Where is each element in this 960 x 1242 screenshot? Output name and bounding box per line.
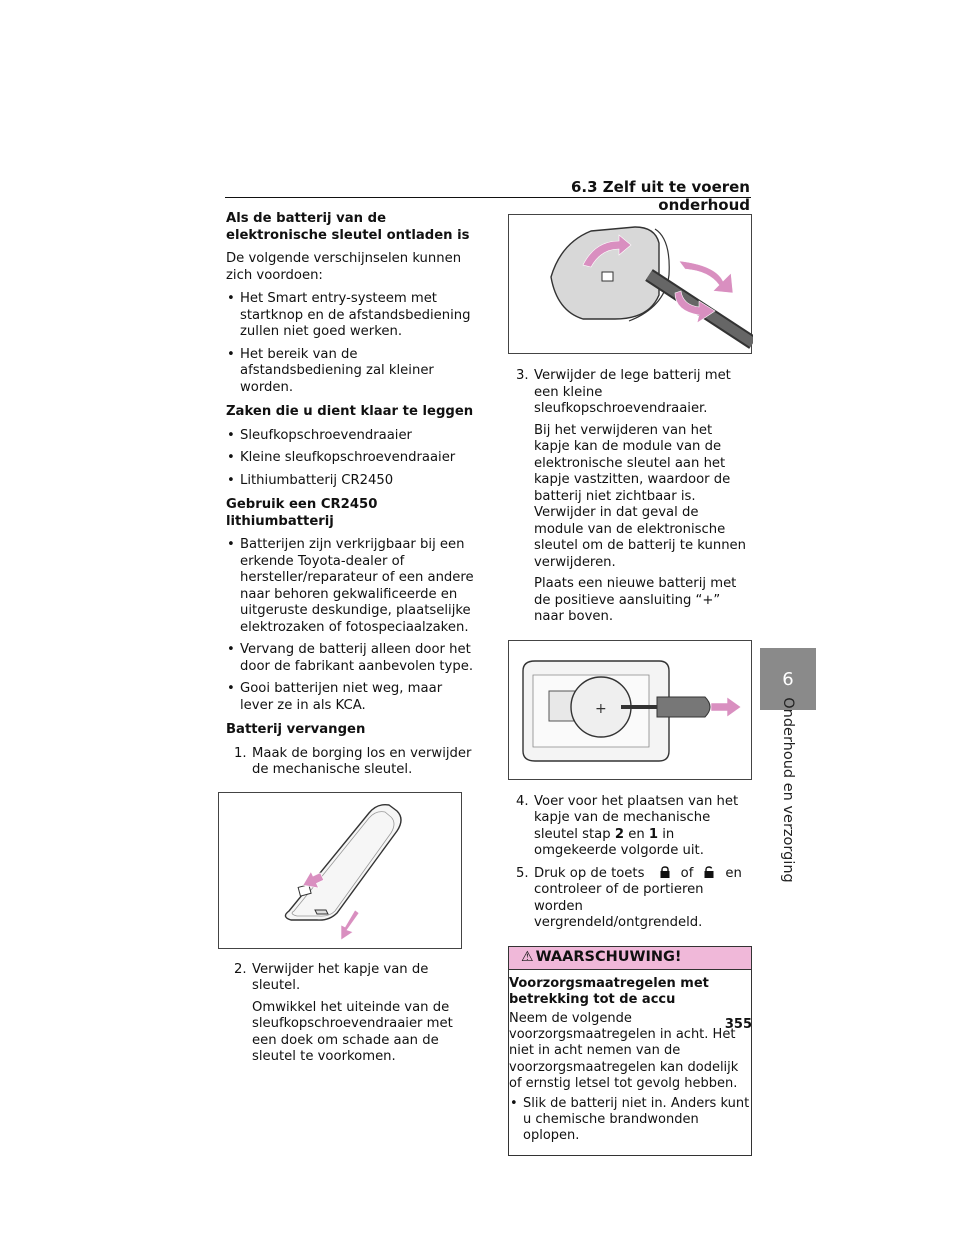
- step-text: Druk op de toets: [534, 865, 645, 881]
- step-ref: 2: [614, 826, 625, 842]
- svg-text:+: +: [595, 700, 607, 717]
- heading-battery-empty: Als de batterij van de elektronische sleutel ontladen is: [226, 211, 470, 243]
- warning-text: Neem de volgende voorzorgsmaatregelen in acht. Het niet in acht nemen van de voorzorgsmaatregelen kan dodelijk of ernstig letsel tot gevolg hebben.: [509, 1010, 739, 1091]
- step-text: Verwijder het kapje van de sleutel.: [252, 961, 429, 993]
- left-column: [226, 211, 476, 1072]
- step-ref: 1: [648, 826, 659, 842]
- step-3: [516, 368, 752, 626]
- step-number: 4.: [516, 793, 529, 809]
- symptom-item: • Het Smart entry-systeem met startknop en de afstandsbediening zullen niet goed werken.: [226, 291, 476, 341]
- step-subtext: Bij het verwijderen van het kapje kan de module van de elektronische sleutel aan het kapje vastzitten, waardoor de batterij niet zichtbaar is. Verwijder in dat geval de module van de elektronische sleutel om de batterij te kunnen verwijderen.: [534, 422, 747, 570]
- battery-note: • Gooi batterijen niet weg, maar lever ze in als KCA.: [226, 681, 476, 714]
- step-text: en: [725, 865, 742, 881]
- cover-removal-illustration: [509, 215, 753, 355]
- chapter-label-text: Onderhoud en verzorging: [780, 697, 796, 883]
- warning-body: [509, 970, 751, 1155]
- chapter-number: 6: [782, 668, 794, 690]
- step-2: [234, 962, 476, 1066]
- warning-bullet: • Slik de batterij niet in. Anders kunt u chemische brandwonden oplopen.: [509, 1096, 751, 1145]
- step-text: controleer of de portieren worden vergrendeld/ontgrendeld.: [534, 882, 704, 930]
- battery-removal-illustration: [509, 641, 753, 781]
- warning-title: WAARSCHUWING!: [535, 949, 682, 966]
- figure-key-release: [218, 792, 462, 949]
- heading-replace: Batterij vervangen: [226, 722, 366, 737]
- tool-item: • Lithiumbatterij CR2450: [226, 473, 476, 490]
- tool-item: • Sleufkopschroevendraaier: [226, 428, 476, 445]
- heading-tools: Zaken die u dient klaar te leggen: [226, 404, 474, 419]
- heading-battery-type: Gebruik een CR2450 lithiumbatterij: [226, 497, 378, 529]
- right-column: [508, 214, 752, 1156]
- step-text: in omgekeerde volgorde uit.: [534, 826, 704, 858]
- page-number: 355: [724, 1017, 752, 1032]
- step-text: en: [624, 826, 649, 842]
- battery-note: • Batterijen zijn verkrijgbaar bij een erkende Toyota-dealer of hersteller/reparateur of een andere naar behoren gekwalificeerde en uitgeruste deskundige, plaatselijke elektrozaken of fotospeciaalzaken.: [226, 537, 476, 636]
- step-text: Maak de borging los en verwijder de mechanische sleutel.: [252, 745, 472, 777]
- step-number: 1.: [234, 745, 247, 761]
- step-4: [516, 794, 752, 860]
- unlock-icon: [703, 866, 715, 878]
- header-rule: [225, 197, 751, 198]
- step-text: of: [680, 865, 694, 881]
- figure-remove-battery: [508, 640, 752, 780]
- step-5: [516, 866, 752, 932]
- step-number: 5.: [516, 865, 529, 881]
- step-subtext: Omwikkel het uiteinde van de sleufkopschroevendraaier met een doek om schade aan de sleutel te voorkomen.: [252, 999, 453, 1064]
- section-header-title: 6.3 Zelf uit te voeren onderhoud: [570, 178, 750, 214]
- step-text: Verwijder de lege batterij met een kleine sleufkopschroevendraaier.: [534, 368, 731, 416]
- warning-box: [508, 946, 752, 1156]
- figure-remove-cover: [508, 214, 752, 354]
- symptom-item: • Het bereik van de afstandsbediening zal kleiner worden.: [226, 347, 476, 397]
- battery-note: • Vervang de batterij alleen door het door de fabrikant aanbevolen type.: [226, 642, 476, 675]
- step-1: [234, 746, 476, 779]
- step-text: Voer voor het plaatsen van het kapje van de mechanische sleutel stap: [534, 793, 739, 842]
- warning-heading: Voorzorgsmaatregelen met betrekking tot de accu: [509, 975, 709, 1007]
- step-subtext: Plaats een nieuwe batterij met de positieve aansluiting “+” naar boven.: [534, 576, 737, 624]
- warning-header: [509, 947, 751, 970]
- intro-text: De volgende verschijnselen kunnen zich voordoen:: [226, 251, 462, 283]
- step-number: 3.: [516, 368, 529, 383]
- tool-item: • Kleine sleufkopschroevendraaier: [226, 450, 476, 467]
- warning-triangle-icon: ⚠: [521, 949, 534, 966]
- step-number: 2.: [234, 961, 247, 977]
- key-fob-illustration: [219, 793, 463, 950]
- lock-icon: [659, 866, 671, 878]
